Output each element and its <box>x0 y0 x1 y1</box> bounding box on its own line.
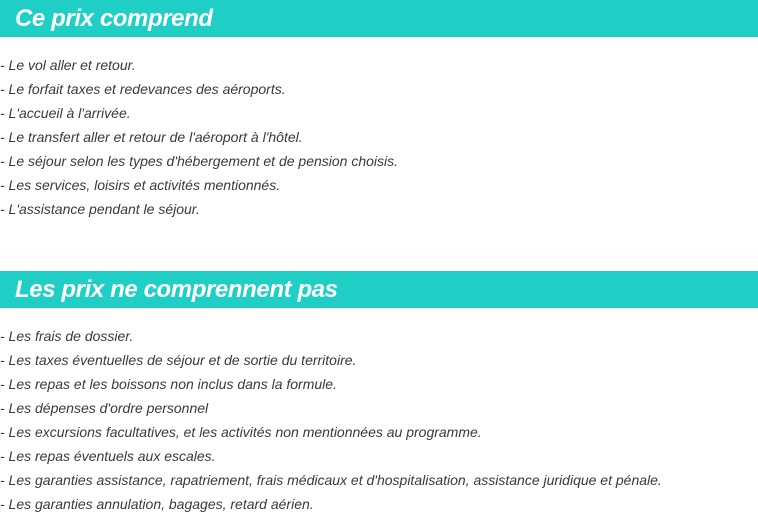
excluded-item: - Les frais de dossier. <box>0 328 134 344</box>
included-item: - Le forfait taxes et redevances des aéroports. <box>0 81 286 97</box>
included-section-header <box>0 0 758 37</box>
excluded-item: - Les dépenses d'ordre personnel <box>0 400 209 416</box>
excluded-items-list <box>0 324 662 516</box>
included-item: - Le séjour selon les types d'hébergement et de pension choisis. <box>0 153 399 169</box>
excluded-item: - Les repas éventuels aux escales. <box>0 448 216 464</box>
excluded-section-title: Les prix ne comprennent pas <box>15 276 338 303</box>
included-item: - L'accueil à l'arrivée. <box>0 105 131 121</box>
excluded-item: - Les garanties assistance, rapatriement, frais médicaux et d'hospitalisation, assistance juridique et pénale. <box>0 472 662 488</box>
excluded-section-header <box>0 271 758 308</box>
included-item: - Le vol aller et retour. <box>0 57 136 73</box>
included-section-title: Ce prix comprend <box>15 5 213 32</box>
included-item: - Les services, loisirs et activités mentionnés. <box>0 177 281 193</box>
excluded-item: - Les excursions facultatives, et les activités non mentionnées au programme. <box>0 424 482 440</box>
excluded-item: - Les taxes éventuelles de séjour et de sortie du territoire. <box>0 352 357 368</box>
excluded-item: - Les garanties annulation, bagages, retard aérien. <box>0 496 314 512</box>
included-item: - L'assistance pendant le séjour. <box>0 201 200 217</box>
included-item: - Le transfert aller et retour de l'aéroport à l'hôtel. <box>0 129 303 145</box>
included-items-list <box>0 53 398 221</box>
excluded-item: - Les repas et les boissons non inclus dans la formule. <box>0 376 337 392</box>
